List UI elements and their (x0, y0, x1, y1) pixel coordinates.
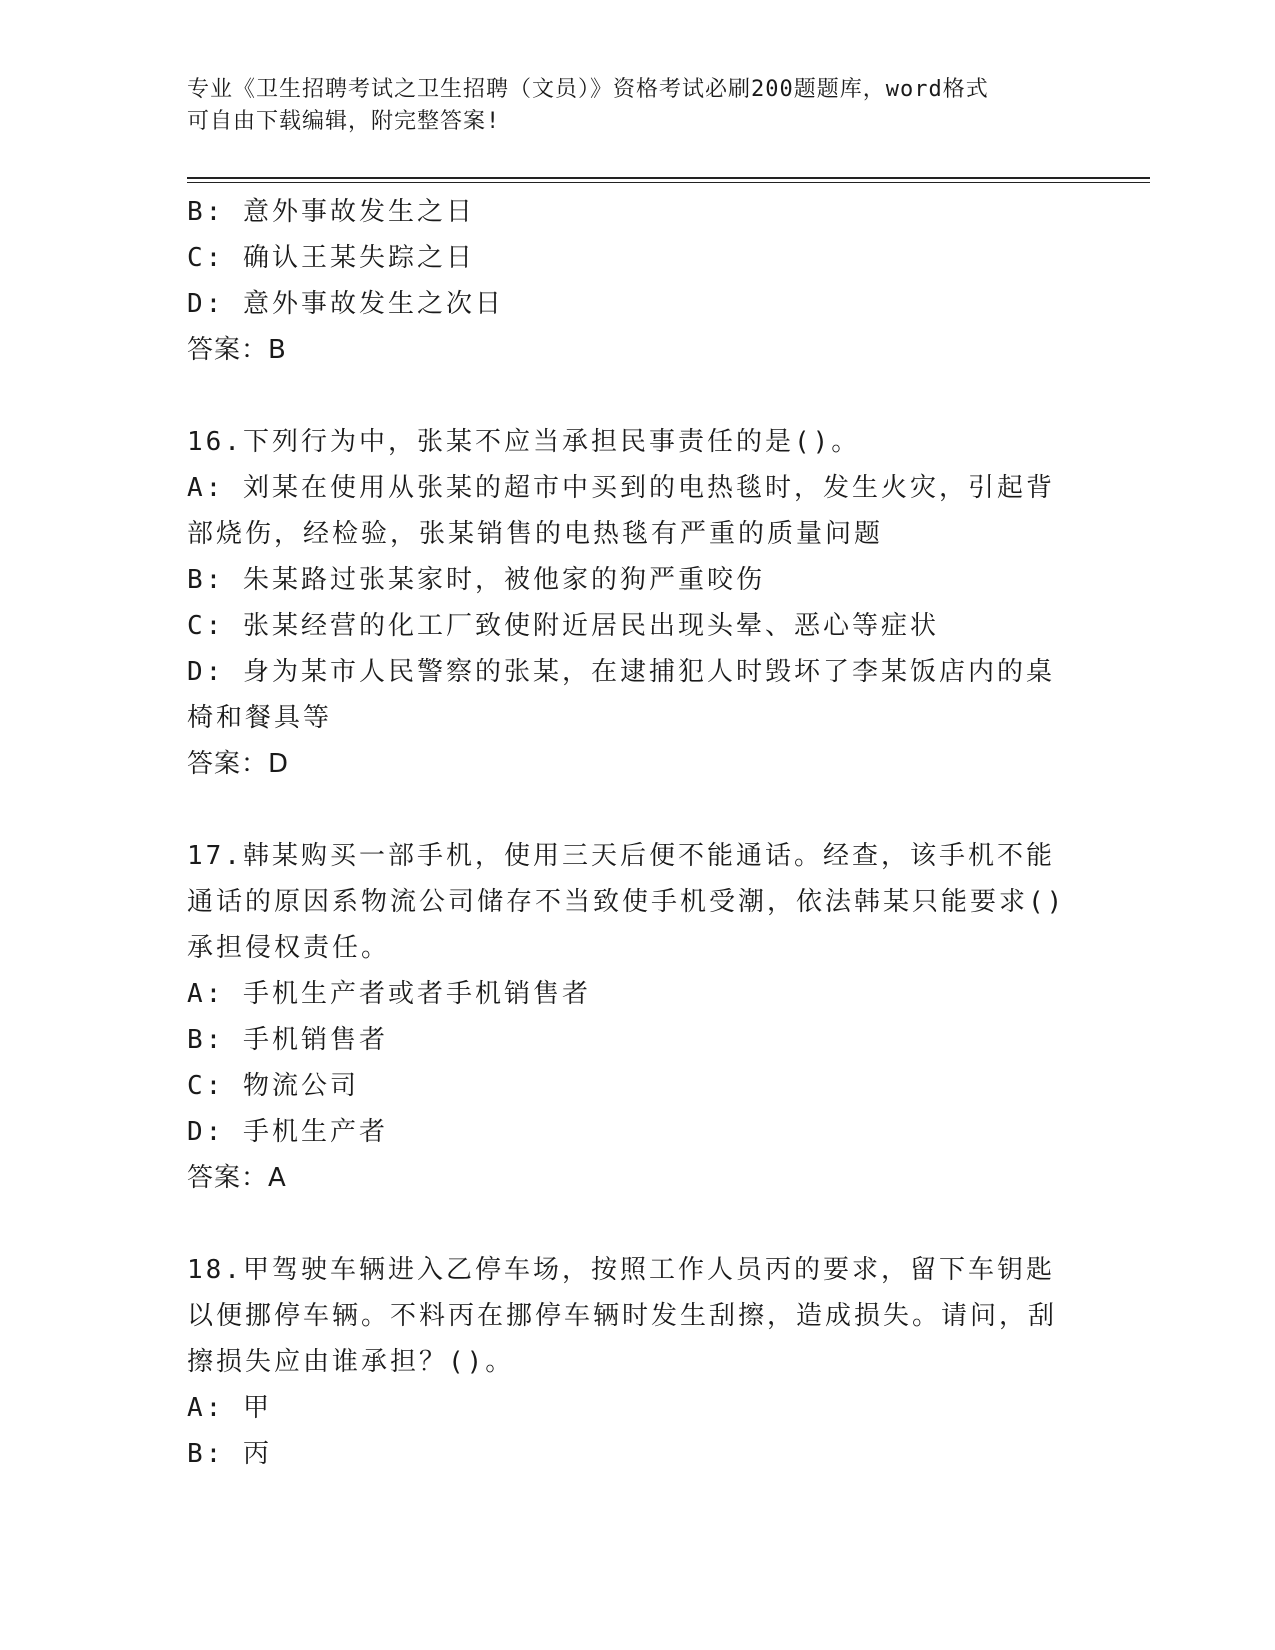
question-text: 16.下列行为中，张某不应当承担民事责任的是()。 (187, 427, 861, 457)
document-header (187, 74, 1067, 138)
header-rule-thin (187, 182, 1150, 183)
question-text: 17.韩某购买一部手机，使用三天后便不能通话。经查，该手机不能通话的原因系物流公司储存不当致使手机受潮，依法韩某只能要求()承担侵权责任。 (187, 841, 1066, 963)
option-d: D: 身为某市人民警察的张某，在逮捕犯人时毁坏了李某饭店内的桌椅和餐具等 (187, 657, 1055, 733)
option-a: A: 手机生产者或者手机销售者 (187, 979, 591, 1009)
answer: 答案：B (187, 335, 287, 365)
answer: 答案：D (187, 749, 290, 779)
option-c: C: 确认王某失踪之日 (187, 243, 475, 273)
question-18 (187, 1247, 1077, 1477)
option-b: B: 朱某路过张某家时，被他家的狗严重咬伤 (187, 565, 765, 595)
option-c: C: 物流公司 (187, 1071, 359, 1101)
question-text: 18.甲驾驶车辆进入乙停车场，按照工作人员丙的要求，留下车钥匙以便挪停车辆。不料丙在挪停车辆时发生刮擦，造成损失。请问，刮擦损失应由谁承担？()。 (187, 1255, 1058, 1377)
question-17 (187, 833, 1077, 1201)
option-d: D: 手机生产者 (187, 1117, 388, 1147)
option-a: A: 刘某在使用从张某的超市中买到的电热毯时，发生火灾，引起背部烧伤，经检验，张某销售的电热毯有严重的质量问题 (187, 473, 1055, 549)
option-d: D: 意外事故发生之次日 (187, 289, 504, 319)
question-15-continuation (187, 189, 1077, 373)
header-rule-thick (187, 177, 1150, 179)
option-b: B: 丙 (187, 1439, 272, 1469)
document-body (187, 189, 1077, 1477)
option-b: B: 手机销售者 (187, 1025, 388, 1055)
answer: 答案：A (187, 1163, 287, 1193)
header-title-line-1: 专业《卫生招聘考试之卫生招聘（文员）》资格考试必刷200题题库，word格式 (187, 77, 989, 102)
option-b: B: 意外事故发生之日 (187, 197, 475, 227)
option-c: C: 张某经营的化工厂致使附近居民出现头晕、恶心等症状 (187, 611, 939, 641)
header-title-line-2: 可自由下载编辑，附完整答案! (187, 109, 501, 134)
option-a: A: 甲 (187, 1393, 272, 1423)
question-16 (187, 419, 1077, 787)
